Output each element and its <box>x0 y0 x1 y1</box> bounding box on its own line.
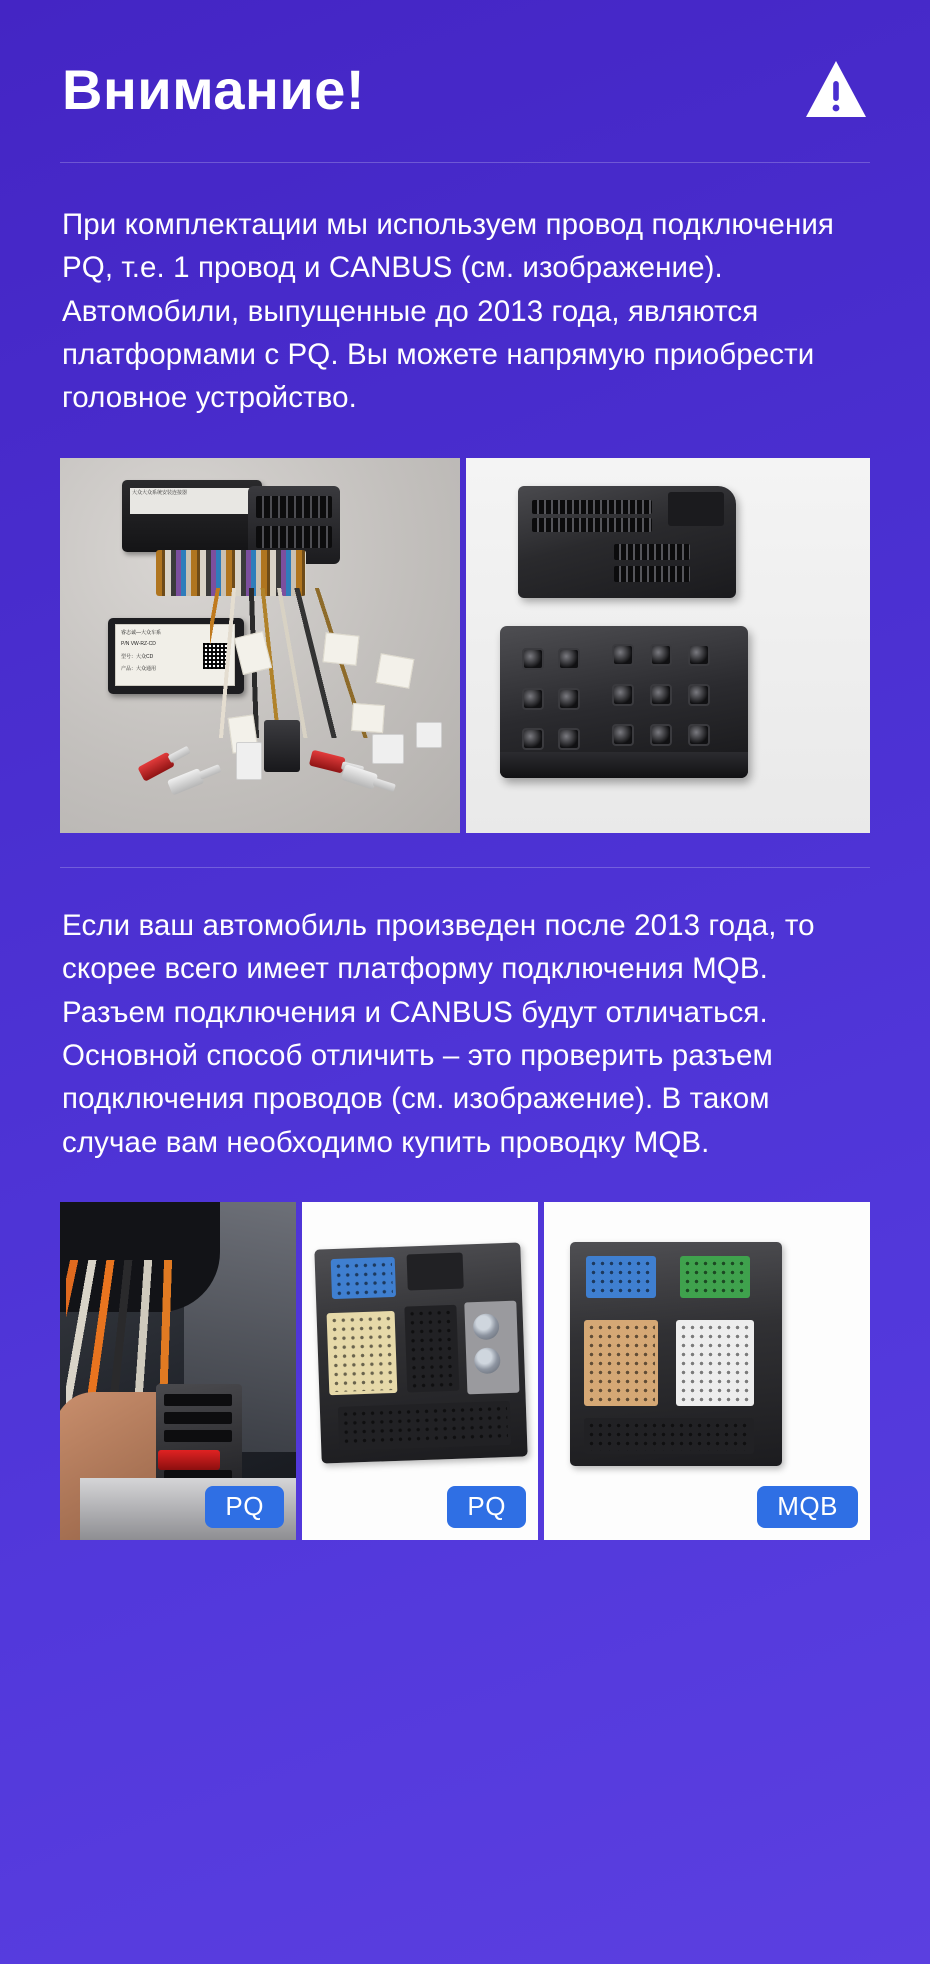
header-divider <box>60 162 870 163</box>
pin-block-blue <box>331 1257 396 1299</box>
installed-harness-photo[interactable] <box>60 1202 296 1540</box>
pq-connector-block-photo[interactable] <box>302 1202 538 1540</box>
pin-block-dark-top <box>407 1252 464 1290</box>
canbus-module-top <box>122 480 262 552</box>
mqb-connector-block-photo[interactable] <box>544 1202 870 1540</box>
decoder-label-line4: 产品：大众通用 <box>121 665 157 672</box>
pq-wiring-harness-photo[interactable] <box>60 458 460 833</box>
decoder-label-line2: P/N VW-RZ-CD <box>121 640 156 647</box>
page-title: Внимание! <box>62 57 366 121</box>
connector-lower <box>500 626 748 778</box>
gallery-top <box>60 458 870 833</box>
decoder-label-line3: 型号：大众CD <box>121 653 154 660</box>
wire-tag-5 <box>351 703 385 733</box>
connector-upper <box>518 486 736 598</box>
pin-block-tan <box>584 1320 658 1406</box>
white-connector-right <box>372 734 404 764</box>
pin-block-green <box>680 1256 750 1298</box>
wire-tag-2 <box>323 632 360 665</box>
pin-block-bottom <box>338 1401 511 1451</box>
pin-block-white <box>676 1320 754 1406</box>
page-header <box>0 0 930 132</box>
warning-triangle-icon <box>804 59 868 121</box>
white-connector-mid <box>236 742 262 780</box>
pin-block-dark-mid <box>404 1305 459 1393</box>
canbus-module-sticker: 大众大众系统安装连接器 <box>130 488 254 514</box>
red-connector <box>158 1450 220 1470</box>
pin-block-blue <box>586 1256 656 1298</box>
connector-housing <box>570 1242 782 1466</box>
black-connector-mid <box>264 720 300 772</box>
pin-block-beige <box>327 1311 398 1395</box>
badge-pq-1: PQ <box>205 1486 284 1528</box>
decoder-label-line1: 睿志诚—大众车系 <box>121 629 162 636</box>
wire-tag-3 <box>376 653 415 688</box>
connector-housing <box>314 1242 527 1463</box>
pin-block-bottom <box>584 1418 754 1454</box>
pq-connector-photo[interactable] <box>466 458 870 833</box>
badge-mqb: MQB <box>757 1486 858 1528</box>
white-connector-far-right <box>416 722 442 748</box>
badge-pq-2: PQ <box>447 1486 526 1528</box>
paragraph-pq-description: При комплектации мы используем провод подключения PQ, т.е. 1 провод и CANBUS (см. изображение). Автомобили, выпущенные до 2013 года, являются платформами с PQ. Вы можете напрямую приобрести головное устройство. <box>62 208 834 415</box>
section-divider <box>60 867 870 868</box>
gallery-bottom <box>60 1202 870 1540</box>
paragraph-mqb-description: Если ваш автомобиль произведен после 2013 года, то скорее всего имеет платформу подключения MQB. Разъем подключения и CANBUS будут отличаться. Основной способ отличить – это проверить разъем подключения проводов (см. изображение). В таком случае вам необходимо купить проводку MQB. <box>62 908 815 1159</box>
